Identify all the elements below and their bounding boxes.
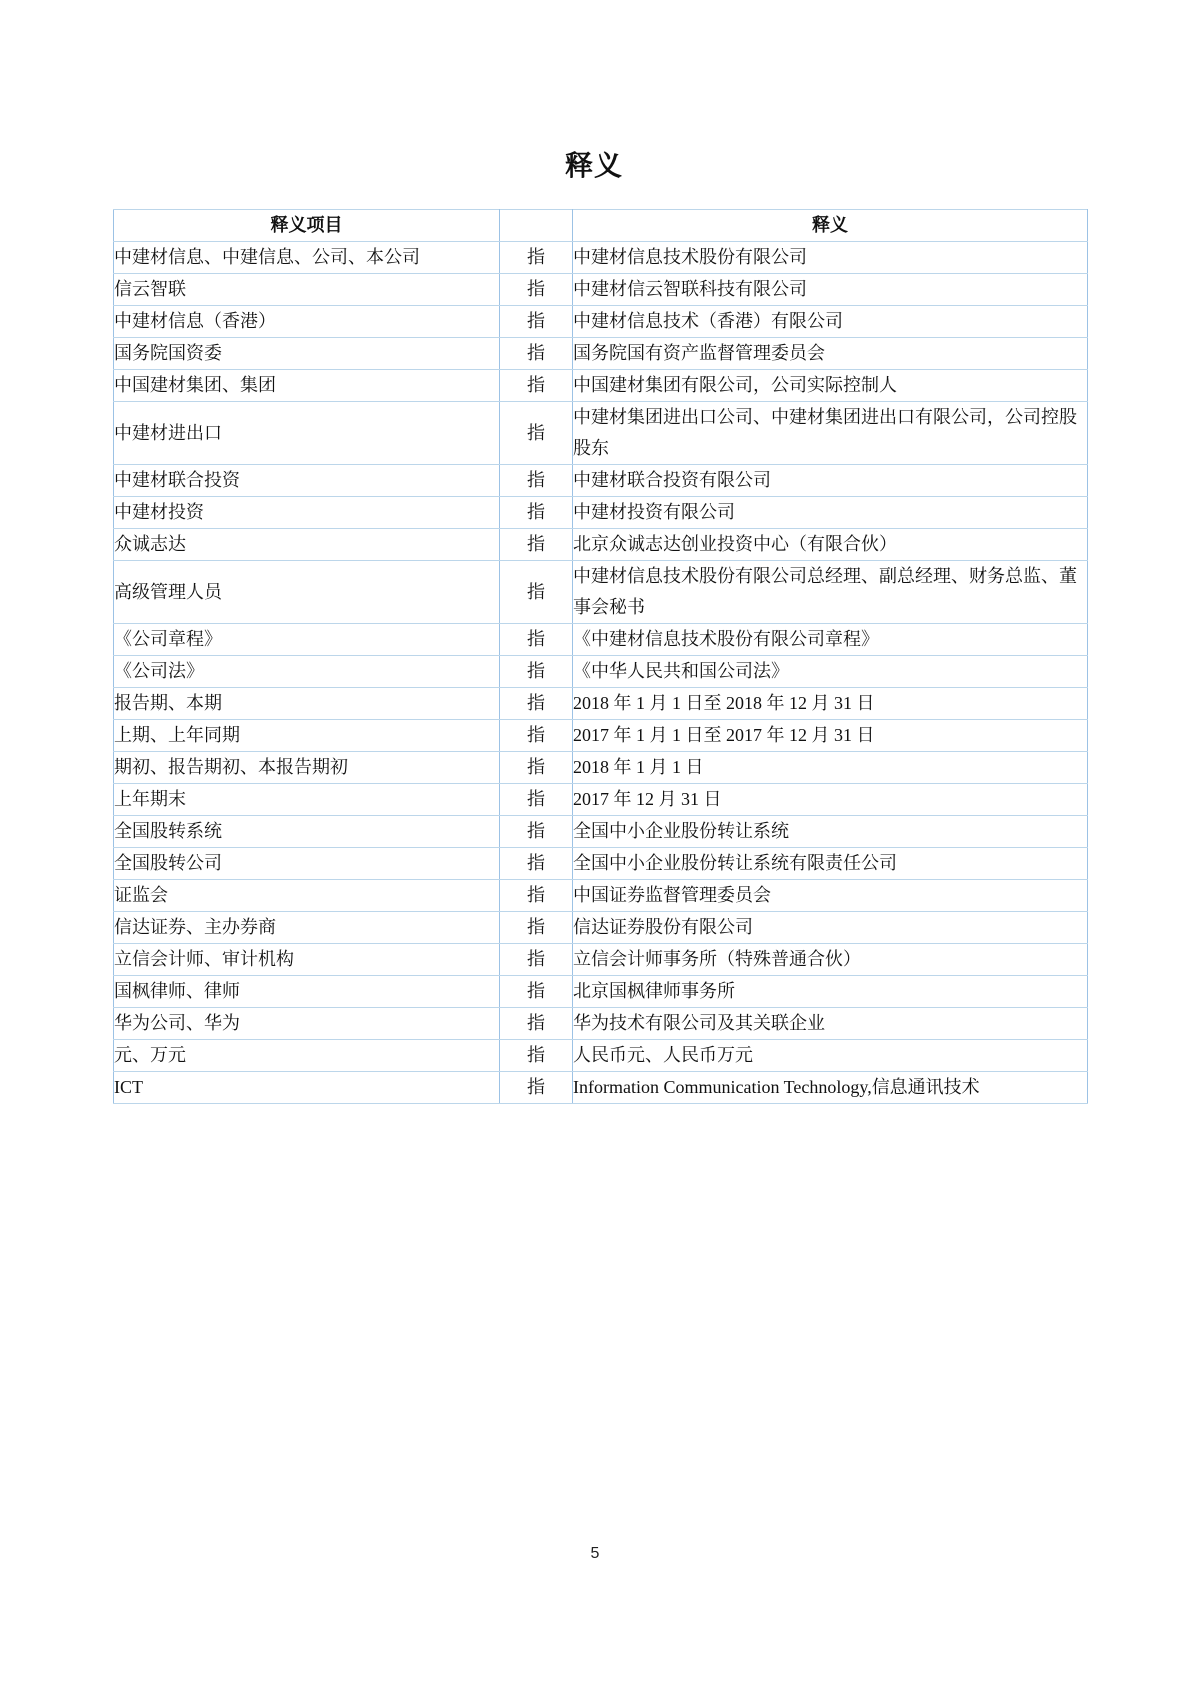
cell-definition: 中建材联合投资有限公司 [573, 465, 1088, 497]
cell-definition: 人民币元、人民币万元 [573, 1040, 1088, 1072]
cell-term: 国枫律师、律师 [114, 976, 500, 1008]
cell-definition: 信达证券股份有限公司 [573, 912, 1088, 944]
cell-verb: 指 [500, 338, 573, 370]
header-verb [500, 210, 573, 242]
cell-verb: 指 [500, 274, 573, 306]
table-row [114, 944, 1088, 976]
table-row [114, 656, 1088, 688]
cell-term: 信云智联 [114, 274, 500, 306]
table-row [114, 497, 1088, 529]
cell-definition: 立信会计师事务所（特殊普通合伙） [573, 944, 1088, 976]
cell-verb: 指 [500, 370, 573, 402]
cell-term: 上期、上年同期 [114, 720, 500, 752]
cell-definition: 北京国枫律师事务所 [573, 976, 1088, 1008]
cell-term: 全国股转系统 [114, 816, 500, 848]
cell-definition: 中建材集团进出口公司、中建材集团进出口有限公司，公司控股股东 [573, 402, 1088, 465]
table-row [114, 880, 1088, 912]
cell-verb: 指 [500, 497, 573, 529]
cell-term: 报告期、本期 [114, 688, 500, 720]
cell-term: 信达证券、主办券商 [114, 912, 500, 944]
cell-verb: 指 [500, 784, 573, 816]
cell-definition: 2018 年 1 月 1 日至 2018 年 12 月 31 日 [573, 688, 1088, 720]
cell-definition: 中国建材集团有限公司，公司实际控制人 [573, 370, 1088, 402]
table-row [114, 688, 1088, 720]
table-row [114, 465, 1088, 497]
cell-term: 上年期末 [114, 784, 500, 816]
cell-definition: 全国中小企业股份转让系统 [573, 816, 1088, 848]
cell-definition: Information Communication Technology,信息通讯技术 [573, 1072, 1088, 1104]
cell-verb: 指 [500, 1072, 573, 1104]
cell-term: 中建材信息、中建信息、公司、本公司 [114, 242, 500, 274]
cell-verb: 指 [500, 720, 573, 752]
cell-verb: 指 [500, 402, 573, 465]
cell-definition: 国务院国有资产监督管理委员会 [573, 338, 1088, 370]
cell-term: 立信会计师、审计机构 [114, 944, 500, 976]
cell-definition: 华为技术有限公司及其关联企业 [573, 1008, 1088, 1040]
page-number: 5 [590, 1545, 600, 1562]
definitions-table [113, 209, 1088, 1104]
table-row [114, 402, 1088, 465]
cell-definition: 2017 年 1 月 1 日至 2017 年 12 月 31 日 [573, 720, 1088, 752]
cell-term: 华为公司、华为 [114, 1008, 500, 1040]
header-term: 释义项目 [114, 210, 500, 242]
cell-definition: 中建材信息技术股份有限公司 [573, 242, 1088, 274]
cell-definition: 中建材信息技术股份有限公司总经理、副总经理、财务总监、董事会秘书 [573, 561, 1088, 624]
cell-term: 中建材进出口 [114, 402, 500, 465]
cell-definition: 全国中小企业股份转让系统有限责任公司 [573, 848, 1088, 880]
cell-term: 中国建材集团、集团 [114, 370, 500, 402]
cell-verb: 指 [500, 688, 573, 720]
cell-definition: 2017 年 12 月 31 日 [573, 784, 1088, 816]
cell-term: 《公司法》 [114, 656, 500, 688]
table-row [114, 784, 1088, 816]
table-row [114, 274, 1088, 306]
table-row [114, 816, 1088, 848]
definitions-table-body [114, 242, 1088, 1104]
cell-verb: 指 [500, 561, 573, 624]
table-row [114, 1008, 1088, 1040]
cell-verb: 指 [500, 880, 573, 912]
cell-term: 中建材投资 [114, 497, 500, 529]
page-title: 释义 [564, 151, 623, 182]
cell-verb: 指 [500, 752, 573, 784]
cell-verb: 指 [500, 306, 573, 338]
cell-verb: 指 [500, 1008, 573, 1040]
table-row [114, 529, 1088, 561]
table-row [114, 976, 1088, 1008]
table-row [114, 848, 1088, 880]
cell-term: 期初、报告期初、本报告期初 [114, 752, 500, 784]
table-row [114, 1040, 1088, 1072]
cell-term: 元、万元 [114, 1040, 500, 1072]
cell-term: 中建材信息（香港） [114, 306, 500, 338]
table-row [114, 912, 1088, 944]
cell-term: 证监会 [114, 880, 500, 912]
cell-verb: 指 [500, 816, 573, 848]
cell-verb: 指 [500, 529, 573, 561]
cell-verb: 指 [500, 624, 573, 656]
cell-verb: 指 [500, 465, 573, 497]
cell-term: ICT [114, 1072, 500, 1104]
cell-definition: 2018 年 1 月 1 日 [573, 752, 1088, 784]
cell-verb: 指 [500, 656, 573, 688]
table-row [114, 242, 1088, 274]
table-row [114, 561, 1088, 624]
cell-definition: 北京众诚志达创业投资中心（有限合伙） [573, 529, 1088, 561]
cell-verb: 指 [500, 944, 573, 976]
table-row [114, 338, 1088, 370]
cell-verb: 指 [500, 912, 573, 944]
table-row [114, 624, 1088, 656]
cell-definition: 中国证券监督管理委员会 [573, 880, 1088, 912]
table-row [114, 370, 1088, 402]
cell-term: 全国股转公司 [114, 848, 500, 880]
cell-term: 众诚志达 [114, 529, 500, 561]
cell-term: 《公司章程》 [114, 624, 500, 656]
cell-term: 中建材联合投资 [114, 465, 500, 497]
cell-definition: 中建材投资有限公司 [573, 497, 1088, 529]
cell-verb: 指 [500, 1040, 573, 1072]
cell-definition: 中建材信云智联科技有限公司 [573, 274, 1088, 306]
cell-term: 国务院国资委 [114, 338, 500, 370]
table-header-row [114, 210, 1088, 242]
cell-definition: 中建材信息技术（香港）有限公司 [573, 306, 1088, 338]
cell-term: 高级管理人员 [114, 561, 500, 624]
cell-verb: 指 [500, 976, 573, 1008]
table-row [114, 1072, 1088, 1104]
cell-definition: 《中建材信息技术股份有限公司章程》 [573, 624, 1088, 656]
table-row [114, 720, 1088, 752]
table-row [114, 752, 1088, 784]
table-row [114, 306, 1088, 338]
cell-verb: 指 [500, 242, 573, 274]
cell-definition: 《中华人民共和国公司法》 [573, 656, 1088, 688]
cell-verb: 指 [500, 848, 573, 880]
header-definition: 释义 [573, 210, 1088, 242]
